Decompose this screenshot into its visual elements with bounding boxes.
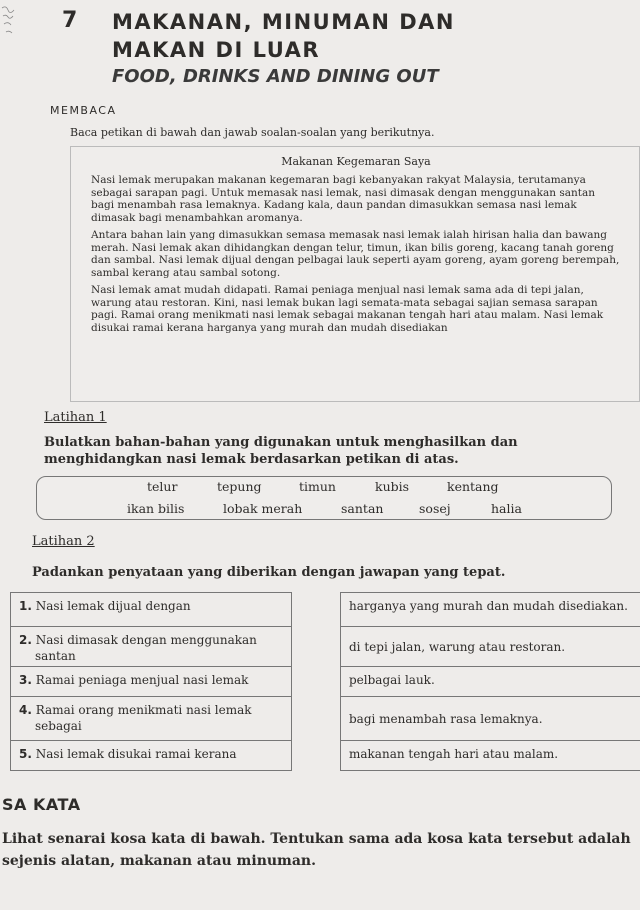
match-answer[interactable]: harganya yang murah dan mudah disediakan. (341, 593, 640, 627)
match-statement[interactable] (11, 627, 291, 667)
match-statement[interactable] (11, 667, 291, 697)
statement-text: Nasi lemak dijual dengan (35, 599, 191, 613)
handwriting-scribble-icon (0, 4, 26, 40)
word-option[interactable]: kentang (447, 479, 499, 494)
chapter-title-line1: MAKANAN, MINUMAN DAN (112, 10, 456, 34)
word-option[interactable]: santan (341, 501, 384, 516)
vocab-instruction: Lihat senarai kosa kata di bawah. Tentukan sama ada kosa kata tersebut adalah sejenis alatan, makanan atau minuman. (2, 831, 631, 869)
reading-instruction: Baca petikan di bawah dan jawab soalan-soalan yang berikutnya. (70, 126, 435, 139)
statement-text: Ramai orang menikmati nasi lemak (35, 703, 252, 717)
statement-text-continued: santan (35, 649, 76, 663)
chapter-title (112, 8, 455, 64)
item-number: 4. (19, 703, 32, 717)
item-number: 1. (19, 599, 32, 613)
match-statement[interactable] (11, 593, 291, 627)
margin-handwriting (0, 4, 26, 42)
statement-text-continued: sebagai (35, 719, 82, 733)
passage-title: Makanan Kegemaran Saya (281, 155, 431, 168)
latihan1-instruction: Bulatkan bahan-bahan yang digunakan untuk menghasilkan dan menghidangkan nasi lemak berdasarkan petikan di atas. (44, 435, 518, 467)
passage-paragraph: Antara bahan lain yang dimasukkan semasa memasak nasi lemak ialah hirisan halia dan bawang merah. Nasi lemak akan dihidangkan dengan telur, timun, ikan bilis goreng, kacang tanah goreng dan sambal. Nasi lemak dijual dengan pelbagai lauk seperti ayam goreng, ayam goreng berempah, sambal kerang atau sambal sotong. (91, 229, 620, 279)
item-number: 5. (19, 747, 32, 761)
match-statement[interactable] (11, 741, 291, 771)
item-number: 2. (19, 633, 32, 647)
chapter-number: 7 (62, 8, 79, 33)
word-option[interactable]: tepung (217, 479, 262, 494)
matching-left-column (10, 592, 292, 771)
item-number: 3. (19, 673, 32, 687)
statement-text: Nasi lemak disukai ramai kerana (35, 747, 237, 761)
chapter-subtitle: FOOD, DRINKS AND DINING OUT (112, 66, 439, 87)
match-answer[interactable]: bagi menambah rasa lemaknya. (341, 697, 640, 741)
word-option[interactable]: halia (491, 501, 522, 516)
match-answer[interactable]: makanan tengah hari atau malam. (341, 741, 640, 771)
latihan2-instruction: Padankan penyataan yang diberikan dengan jawapan yang tepat. (32, 565, 506, 580)
word-box (36, 476, 612, 520)
chapter-title-line2: MAKAN DI LUAR (112, 38, 321, 62)
word-option[interactable]: sosej (419, 501, 451, 516)
statement-text: Nasi dimasak dengan menggunakan (35, 633, 257, 647)
vocab-heading: SA KATA (2, 795, 81, 814)
match-answer[interactable]: di tepi jalan, warung atau restoran. (341, 627, 640, 667)
word-option[interactable]: kubis (375, 479, 410, 494)
match-statement[interactable] (11, 697, 291, 741)
word-option[interactable]: ikan bilis (127, 501, 185, 516)
reading-passage (70, 146, 640, 402)
section-label-membaca: MEMBACA (50, 104, 117, 117)
latihan1-heading: Latihan 1 (44, 410, 107, 425)
word-option[interactable]: lobak merah (223, 501, 303, 516)
word-option[interactable]: telur (147, 479, 178, 494)
matching-right-column (340, 592, 640, 771)
passage-paragraph: Nasi lemak amat mudah didapati. Ramai peniaga menjual nasi lemak sama ada di tepi jalan, warung atau restoran. Kini, nasi lemak bukan lagi semata-mata sebagai sajian semasa sarapan pagi. Ramai orang menikmati nasi lemak sebagai makanan tengah hari atau malam. Nasi lemak disukai ramai kerana harganya yang murah dan mudah disediakan (91, 284, 604, 334)
latihan2-heading: Latihan 2 (32, 534, 95, 549)
match-answer[interactable]: pelbagai lauk. (341, 667, 640, 697)
statement-text: Ramai peniaga menjual nasi lemak (35, 673, 249, 687)
passage-paragraph: Nasi lemak merupakan makanan kegemaran bagi kebanyakan rakyat Malaysia, terutamanya sebagai sarapan pagi. Untuk memasak nasi lemak, nasi dimasak dengan menggunakan santan bagi menambah rasa lemaknya. Kadang kala, daun pandan dimasukkan semasa nasi lemak dimasak bagi menambahkan aromanya. (91, 174, 596, 224)
word-option[interactable]: timun (299, 479, 336, 494)
